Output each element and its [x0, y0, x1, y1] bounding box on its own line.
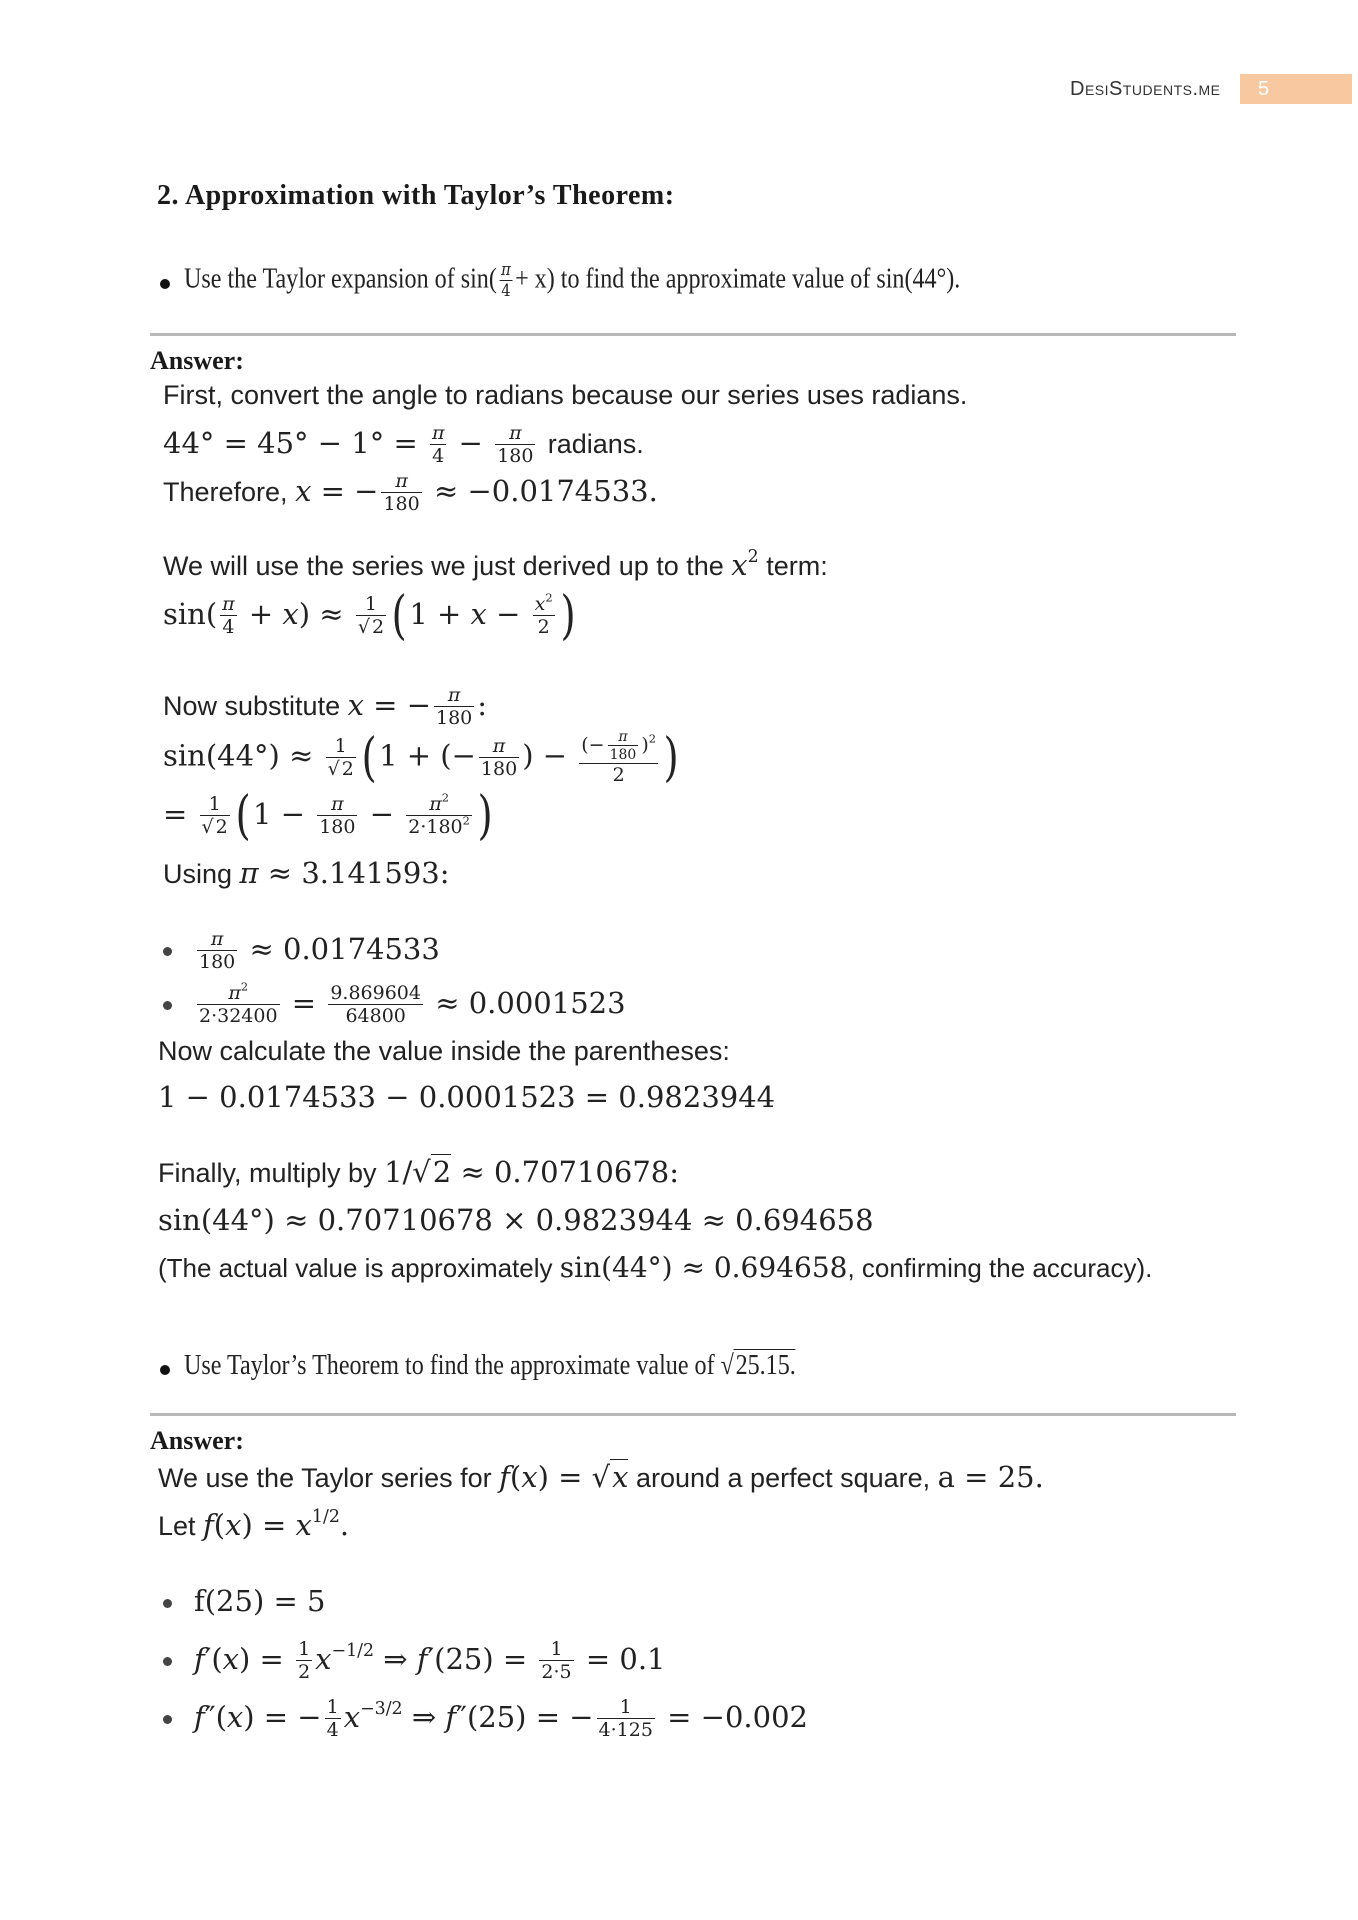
- bullet-icon: [163, 1715, 172, 1724]
- degree-equation: 44° = 45° − 1° = $\frac{\pi}{4}$ − $\frac{\pi}{180}$ radians.: [163, 422, 644, 467]
- question-2: Use Taylor’s Theorem to find the approximate value of √25.15.: [160, 1350, 895, 1382]
- calc-bullet-1: $\frac{\pi}{180}$ ≈ 0.0174533: [163, 930, 440, 972]
- let-line: Let $f(x) = x^{1/2}$.: [158, 1506, 350, 1542]
- x-value-line: Therefore, x = − $\frac{\pi}{180}$ ≈ −0.0174533.: [163, 470, 658, 515]
- answer-2-line-1: We use the Taylor series for f(x) = √x around a perfect square, a = 25.: [158, 1460, 1044, 1494]
- derivative-bullet-3: f″(x) = − $\frac{1}{4}$ $x^{-3/2}$ ⇒ f″(25) = − $\frac{1}{4\cdot 125}$ = −0.002: [163, 1698, 808, 1740]
- bullet-icon: [160, 1365, 170, 1375]
- series-intro: We will use the series we just derived up to the $x^2$ term:: [163, 546, 828, 582]
- substitution-equation-1: sin(44°) ≈ $\frac{1}{√ 2}$ (1 + (− $\frac{\pi}{180}$ ) − (− $\frac{\pi}{180}$ )$^2$ 2 ): [163, 727, 679, 788]
- derivative-bullet-2: f′(x) = $\frac{1}{2}$ $x^{-1/2}$ ⇒ f′(25) = $\frac{1}{2\cdot 5}$ = 0.1: [163, 1640, 666, 1682]
- multiply-line: Finally, multiply by 1/√2 ≈ 0.70710678:: [158, 1155, 679, 1189]
- answer-label-1: Answer:: [150, 346, 244, 375]
- answer-label-2: Answer:: [150, 1426, 244, 1455]
- bullet-icon: [163, 1001, 172, 1010]
- divider-1: [150, 333, 1236, 336]
- site-name: DesiStudents.me: [1070, 78, 1221, 100]
- calc-equation: 1 − 0.0174533 − 0.0001523 = 0.9823944: [158, 1080, 776, 1114]
- page-number-badge: 5: [1240, 74, 1352, 104]
- answer-1-line-1: First, convert the angle to radians because our series uses radians.: [163, 380, 968, 410]
- bullet-icon: [163, 1599, 172, 1608]
- derivative-bullet-1: f(25) = 5: [163, 1584, 325, 1618]
- series-equation: sin( $\frac{\pi}{4}$ + x) ≈ $\frac{1}{√ 2}$ (1 + x − $\frac{x^2}{2}$ ): [163, 586, 576, 646]
- bullet-icon: [160, 279, 170, 289]
- final-equation: sin(44°) ≈ 0.70710678 × 0.9823944 ≈ 0.694658: [158, 1203, 874, 1237]
- substitute-line: Now substitute x = − $\frac{\pi}{180}$ :: [163, 684, 488, 729]
- calc-bullet-2: $\frac{\pi^2}{2\cdot 32400}$ = $\frac{9.869604}{64800}$ ≈ 0.0001523: [163, 984, 626, 1026]
- actual-value-note: (The actual value is approximately sin(44°) ≈ 0.694658, confirming the accuracy).: [158, 1251, 1153, 1284]
- calc-intro: Now calculate the value inside the parentheses:: [158, 1036, 730, 1066]
- bullet-icon: [163, 1657, 172, 1666]
- bullet-icon: [163, 947, 172, 956]
- section-title: 2. Approximation with Taylor’s Theorem:: [157, 180, 675, 211]
- using-pi-line: Using π ≈ 3.141593:: [163, 856, 450, 890]
- divider-2: [150, 1413, 1236, 1416]
- question-1: Use the Taylor expansion of sin( $\frac{\pi}{4}$ + x) to find the approximate value of sin(44°).: [160, 262, 1087, 300]
- substitution-equation-2: = $\frac{1}{√ 2}$ (1 − $\frac{\pi}{180}$ − $\frac{\pi^2}{2\cdot 180^2}$ ): [163, 786, 493, 846]
